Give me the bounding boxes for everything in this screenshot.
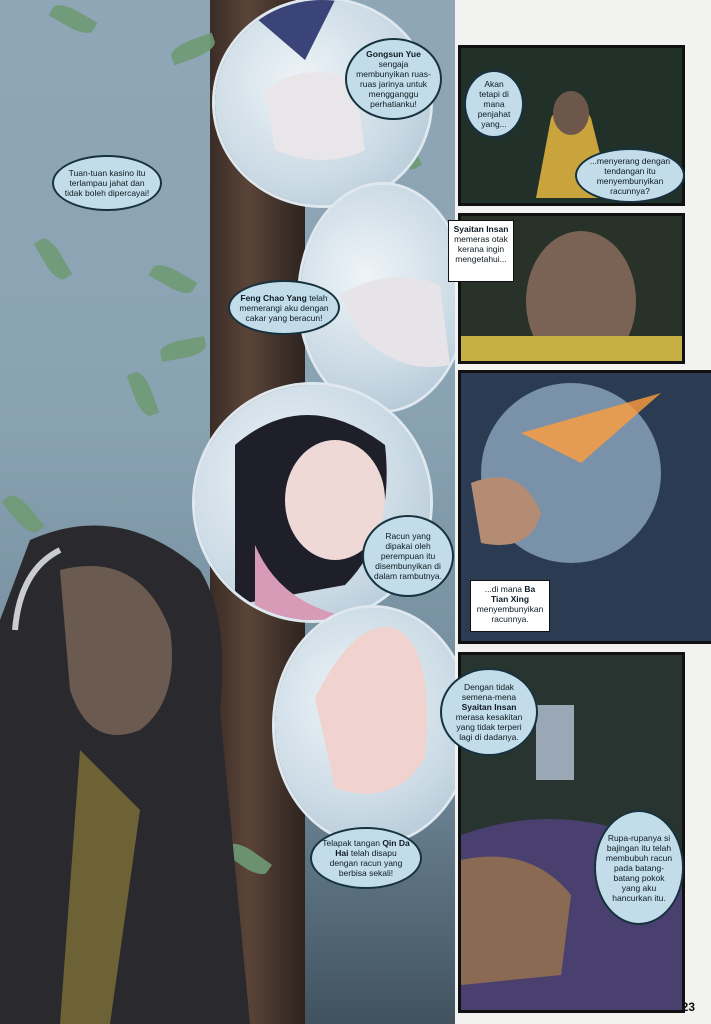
bubble-body: telah disapu dengan racun yang berbisa sekali! <box>329 848 403 878</box>
character-name: Syaitan Insan <box>453 224 509 234</box>
speech-bubble-telapak <box>310 827 422 889</box>
character-name: Feng Chao Yang <box>240 292 307 303</box>
old-man-figure <box>0 510 260 1024</box>
bubble-text <box>355 49 432 109</box>
page-number: 23 <box>681 1000 695 1014</box>
speech-bubble-menyerang <box>575 148 685 203</box>
character-name: Syaitan Insan <box>461 702 517 712</box>
bubble-text <box>450 682 528 742</box>
speech-bubble-racun <box>362 515 454 597</box>
bubble-text: Racun yang dipakai oleh perempuan itu disembunyikan di dalam rambutnya. <box>373 531 443 581</box>
caption-text: memeras otak kerana ingin mengetahui... <box>454 234 508 264</box>
bubble-text: Akan tetapi di mana penjahat yang... <box>477 79 511 129</box>
bubble-body: telah memerangi aku dengan cakar yang beracun! <box>239 292 329 323</box>
bubble-body: Telapak tangan <box>322 838 380 848</box>
bubble-body: merasa kesakitan yang tidak terperi lagi di dadanya. <box>455 712 523 742</box>
caption-syaitan <box>448 220 514 282</box>
bubble-body: Dengan tidak semena-mena <box>461 682 517 702</box>
caption-text: ...di mana <box>484 584 523 594</box>
orb-palm <box>275 608 470 843</box>
character-name: Qin Da Hai <box>335 838 410 858</box>
caption-text: menyembunyikan racunnya. <box>476 604 544 624</box>
speech-bubble-gongsun <box>345 38 442 120</box>
character-name: Gongsun Yue <box>366 49 421 59</box>
speech-bubble-feng <box>228 280 340 335</box>
speech-bubble-dengan <box>440 668 538 756</box>
character-name: Ba Tian Xing <box>490 584 536 604</box>
speech-bubble-casino <box>52 155 162 211</box>
speech-bubble-rupa <box>594 810 684 925</box>
bubble-text <box>320 838 412 878</box>
bubble-text: ...menyerang dengan tendangan itu menyembunyikan racunnya? <box>589 155 671 196</box>
bubble-text: Rupa-rupanya si bajingan itu telah membubuh racun pada batang-batang pokok yang aku hancurkan itu. <box>605 832 673 903</box>
bubble-body: sengaja membunyikan ruas-ruas jarinya untuk mengganggu perhatianku! <box>356 59 431 109</box>
speech-bubble-akan <box>464 70 524 138</box>
caption-ba-tian-xing <box>470 580 550 632</box>
bubble-text <box>238 293 330 323</box>
bubble-text: Tuan-tuan kasino itu terlampau jahat dan tidak boleh dipercayai! <box>64 168 150 198</box>
